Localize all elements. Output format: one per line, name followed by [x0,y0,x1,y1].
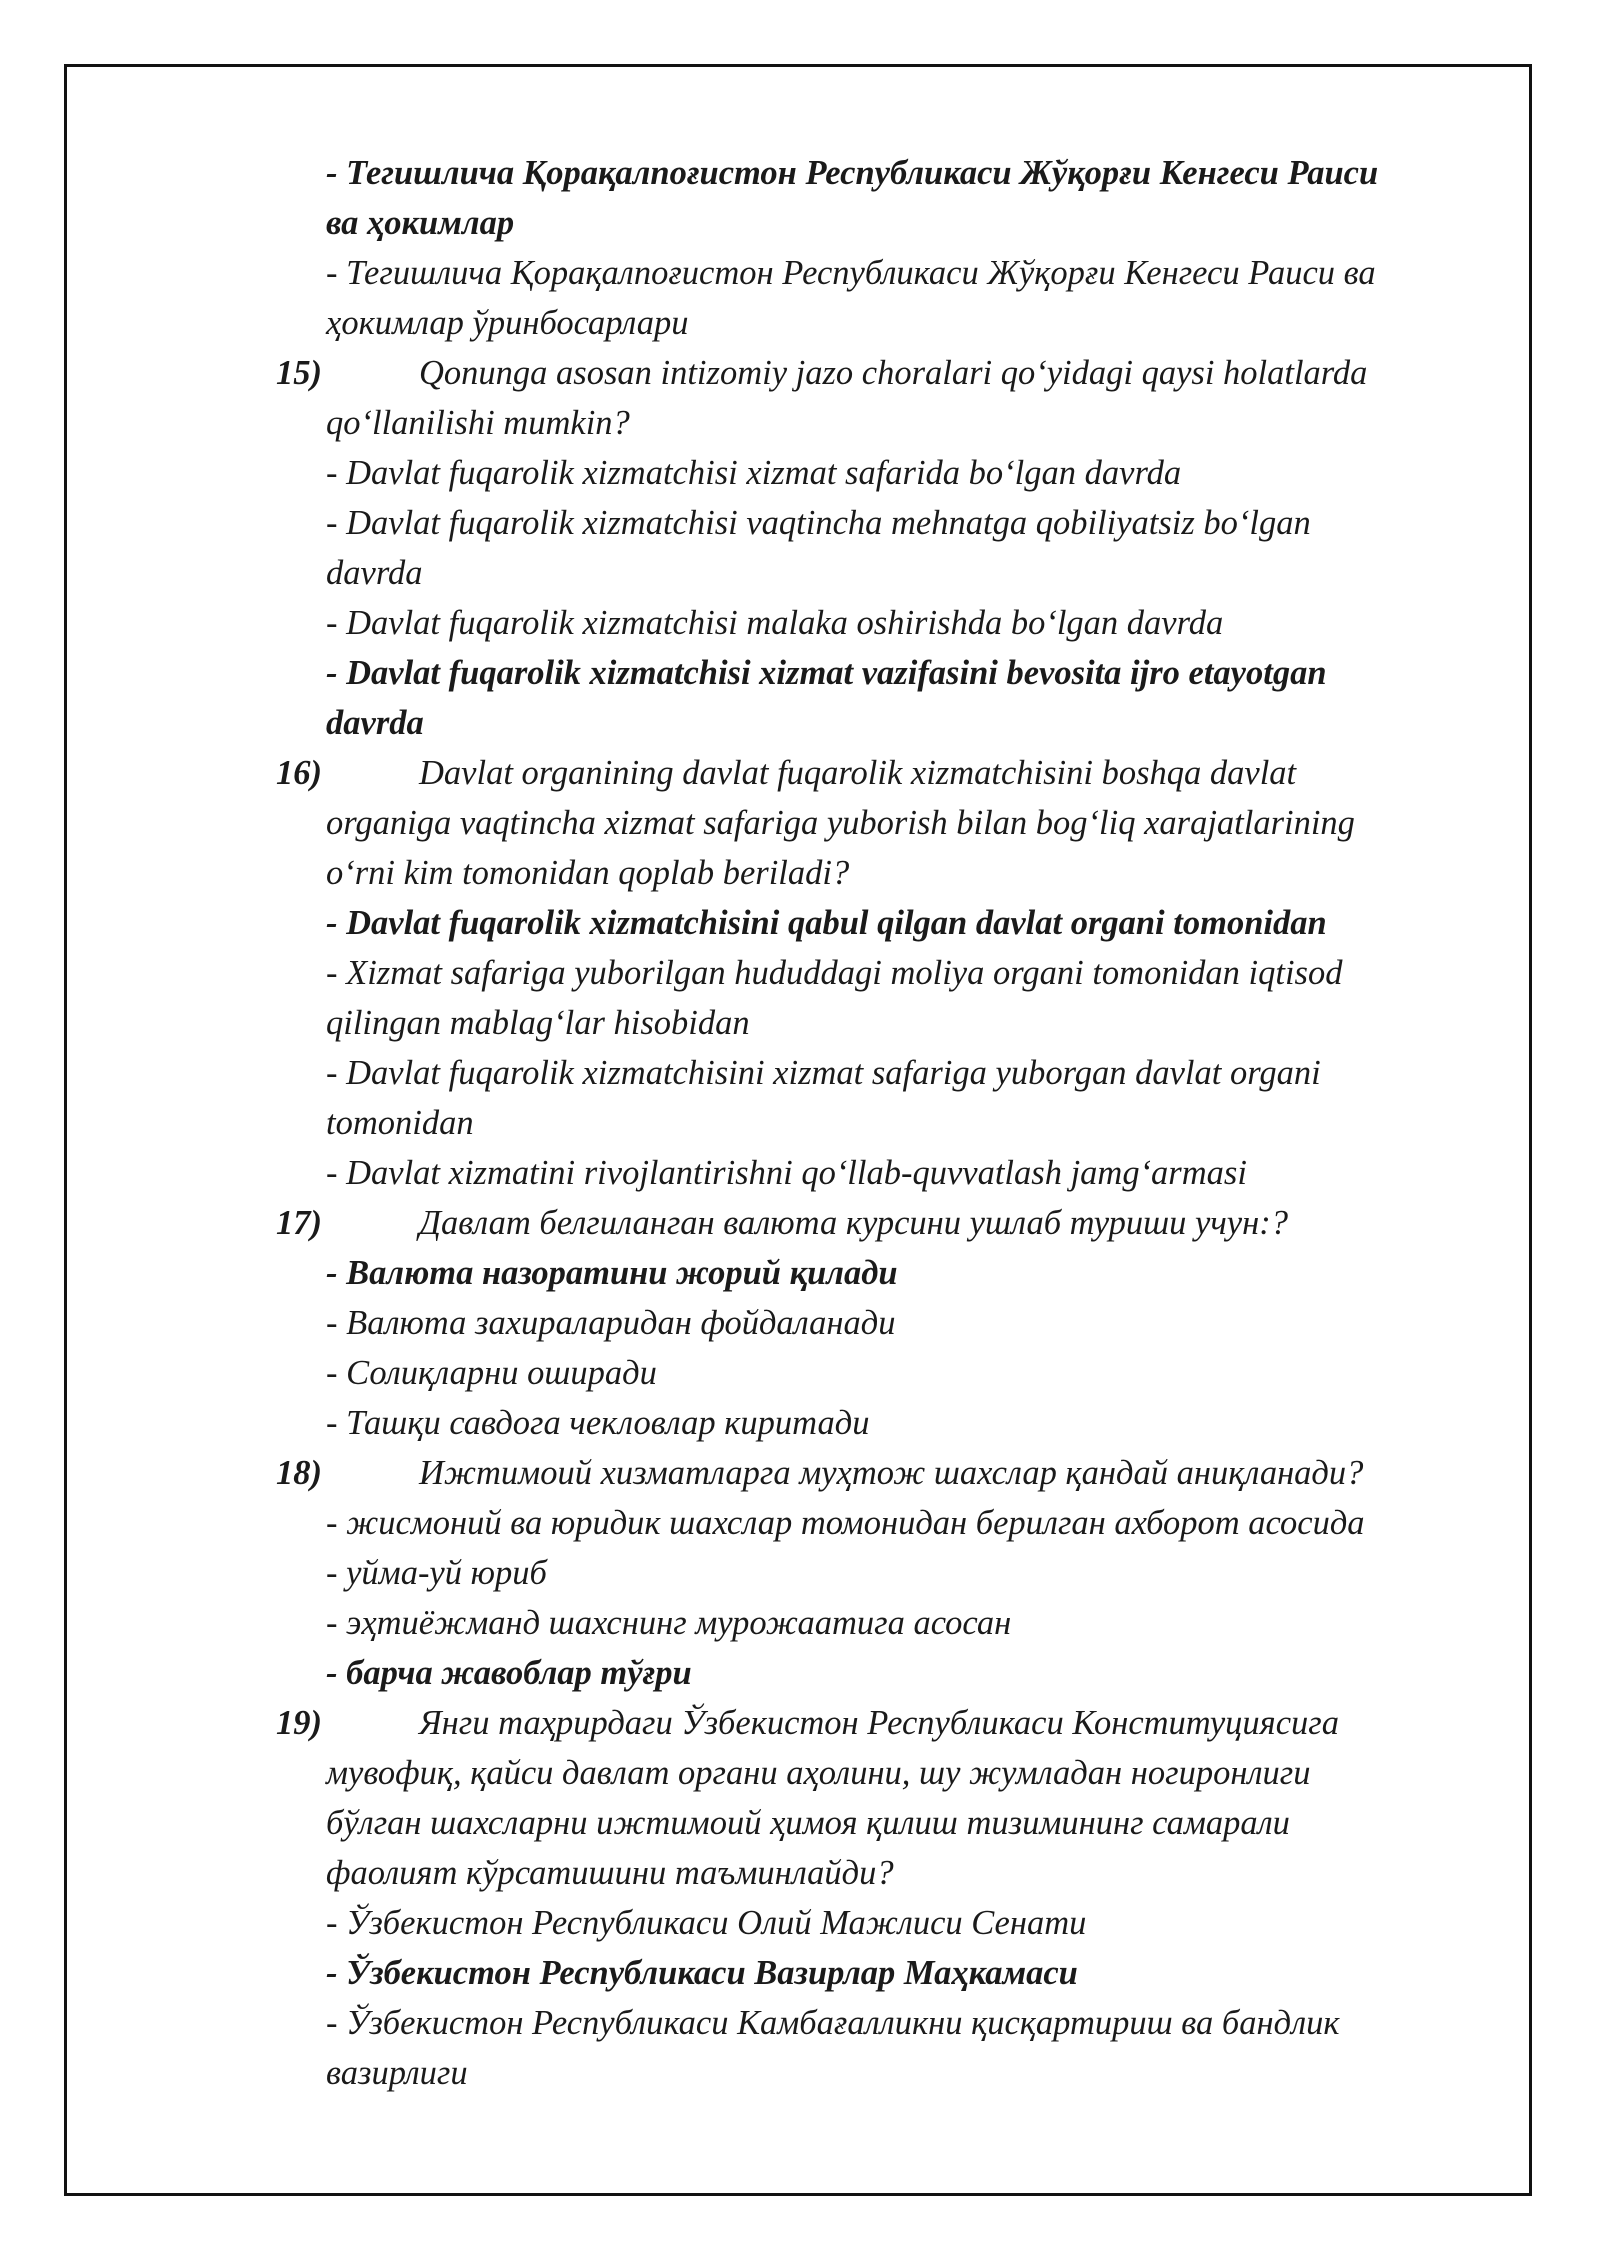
answer-line: - барча жавоблар тўғри [326,1654,692,1692]
question-text-line: фаолият кўрсатишини таъминлайди? [326,1854,894,1892]
question-text-line: Янги таҳрирдаги Ўзбекистон Республикаси Конституциясига [419,1704,1339,1742]
answer-line: - Ташқи савдога чекловлар киритади [326,1404,870,1442]
answer-line: вазирлиги [326,2054,468,2092]
question-text [326,1698,1491,1898]
answer-line: ва ҳокимлар [326,204,515,242]
answer-line: - Davlat fuqarolik xizmatchisini qabul qilgan davlat organi tomonidan [326,904,1327,942]
answer-line: - Тегишлича Қорақалпоғистон Республикаси Жўқорғи Кенгеси Раиси [326,154,1379,192]
answer-line: - Davlat fuqarolik xizmatchisi vaqtincha mehnatga qobiliyatsiz bo‘lgan [326,504,1311,542]
answer-line: - Davlat fuqarolik xizmatchisini xizmat safariga yuborgan davlat organi [326,1054,1321,1092]
answer-line: davrda [326,704,424,742]
answer-line: qilingan mablag‘lar hisobidan [326,1004,750,1042]
question-number: 19) [276,1704,322,1742]
answer-line: - Валюта назоратини жорий қилади [326,1254,898,1292]
answer-line: tomonidan [326,1104,474,1142]
question-text [326,348,1491,448]
question-text-line: мувофиқ, қайси давлат органи аҳолини, шу жумладан ногиронлиги [326,1754,1311,1792]
question-block-18 [276,1448,1491,1698]
question-text [326,1198,1491,1248]
question-text [326,748,1491,898]
question-text-line: Ижтимоий хизматларга муҳтож шахслар қандай аниқланади? [419,1454,1364,1492]
answer-line: - Davlat fuqarolik xizmatchisi xizmat safarida bo‘lgan davrda [326,454,1182,492]
question-text-line: Qonunga asosan intizomiy jazo choralari qo‘yidagi qaysi holatlarda [419,354,1368,392]
question-block-19 [276,1698,1491,2098]
question-text-line: organiga vaqtincha xizmat safariga yuborish bilan bog‘liq xarajatlarining [326,804,1355,842]
answer-line: - Davlat fuqarolik xizmatchisi malaka oshirishda bo‘lgan davrda [326,604,1224,642]
question-16 [276,748,1491,898]
answer-line: - Солиқларни оширади [326,1354,657,1392]
question-number: 17) [276,1204,322,1242]
answer-line: - Ўзбекистон Республикаси Вазирлар Маҳкамаси [326,1954,1078,1992]
question-text-line: qo‘llanilishi mumkin? [326,404,630,442]
answer-line: - жисмоний ва юридик шахслар томонидан берилган ахборот асосида [326,1504,1365,1542]
answer-line: - Тегишлича Қорақалпоғистон Республикаси Жўқорғи Кенгеси Раиси ва [326,254,1376,292]
question-19 [276,1698,1491,1898]
question-text-line: бўлган шахсларни ижтимоий ҳимоя қилиш тизимининг самарали [326,1804,1290,1842]
answer-line: ҳокимлар ўринбосарлари [326,304,689,342]
answer-line: - Davlat xizmatini rivojlantirishni qo‘llab-quvvatlash jamg‘armasi [326,1154,1247,1192]
question-text-line: Davlat organining davlat fuqarolik xizmatchisini boshqa davlat [419,754,1297,792]
question-number: 16) [276,754,322,792]
answer-line: - Ўзбекистон Республикаси Камбағалликни қисқартириш ва бандлик [326,2004,1340,2042]
question-block-15 [276,348,1491,748]
answer-line: - эҳтиёжманд шахснинг мурожаатига асосан [326,1604,1012,1642]
answer-line: davrda [326,554,423,592]
question-18 [276,1448,1491,1498]
continuation-answers [276,148,1491,348]
answer-line: - Ўзбекистон Республикаси Олий Мажлиси Сенати [326,1904,1087,1942]
question-text-line: Давлат белгиланган валюта курсини ушлаб туриши учун:? [419,1204,1288,1242]
question-text-line: o‘rni kim tomonidan qoplab beriladi? [326,854,850,892]
question-text [326,1448,1491,1498]
question-block-17 [276,1198,1491,1448]
answer-line: - Davlat fuqarolik xizmatchisi xizmat vazifasini bevosita ijro etayotgan [326,654,1327,692]
answer-line: - уйма-уй юриб [326,1554,547,1592]
question-number: 15) [276,354,322,392]
question-number: 18) [276,1454,322,1492]
question-15 [276,348,1491,448]
answer-line: - Валюта захираларидан фойдаланади [326,1304,896,1342]
question-17 [276,1198,1491,1248]
answer-line: - Xizmat safariga yuborilgan hududdagi moliya organi tomonidan iqtisod [326,954,1343,992]
question-block-16 [276,748,1491,1198]
document-content [276,148,1491,2098]
